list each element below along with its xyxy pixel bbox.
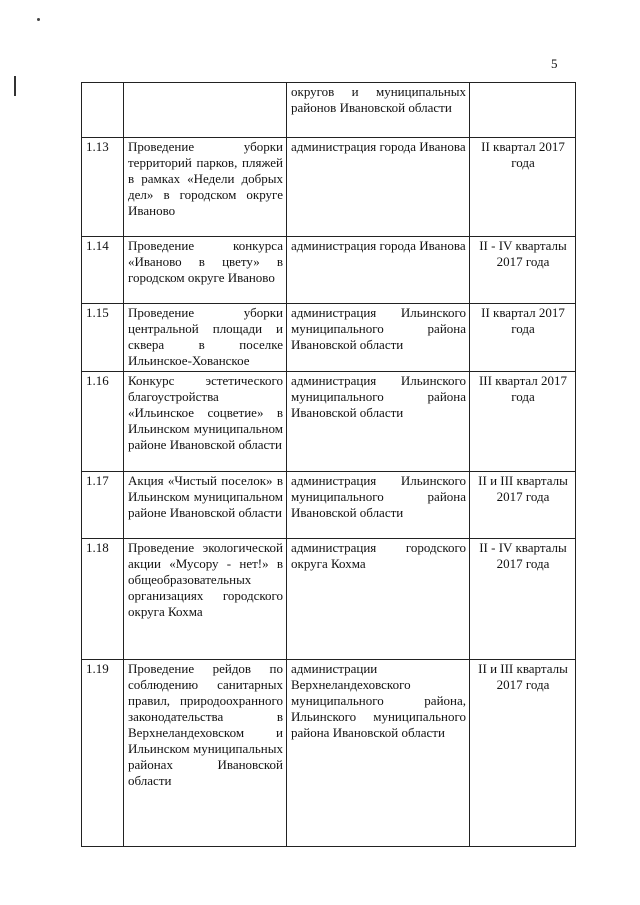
- term-cell: [470, 83, 576, 138]
- responsible-cell: администрация Ильинского муниципального района Ивановской области: [287, 372, 470, 472]
- event-cell: [124, 83, 287, 138]
- page-number: 5: [551, 56, 558, 71]
- event-cell: Проведение экологической акции «Мусору - нет!» в общеобразовательных организациях городского округа Кохма: [124, 539, 287, 660]
- responsible-cell: администрация Ильинского муниципального района Ивановской области: [287, 304, 470, 372]
- table-row: [82, 83, 576, 138]
- table-row: [82, 304, 576, 372]
- event-cell: Проведение конкурса «Иваново в цвету» в городском округе Иваново: [124, 237, 287, 304]
- row-number: [82, 83, 124, 138]
- table-row: [82, 138, 576, 237]
- row-number: 1.15: [82, 304, 124, 372]
- events-table: [81, 82, 576, 847]
- row-number: 1.18: [82, 539, 124, 660]
- term-cell: II квартал 2017 года: [470, 304, 576, 372]
- responsible-cell: администрация Ильинского муниципального района Ивановской области: [287, 472, 470, 539]
- term-cell: II квартал 2017 года: [470, 138, 576, 237]
- responsible-cell: администрация города Иванова: [287, 237, 470, 304]
- term-cell: II и III кварталы 2017 года: [470, 660, 576, 847]
- table-row: [82, 472, 576, 539]
- term-cell: II - IV кварталы 2017 года: [470, 237, 576, 304]
- row-number: 1.13: [82, 138, 124, 237]
- table-row: [82, 539, 576, 660]
- row-number: 1.19: [82, 660, 124, 847]
- event-cell: Проведение рейдов по соблюдению санитарных правил, природоохранного законодательства в Верхнеландеховском и Ильинском муниципальных районах Ивановской области: [124, 660, 287, 847]
- responsible-cell: администрация города Иванова: [287, 138, 470, 237]
- margin-mark: [14, 76, 16, 96]
- event-cell: Проведение уборки территорий парков, пляжей в рамках «Недели добрых дел» в городском округе Иваново: [124, 138, 287, 237]
- responsible-cell: администрация городского округа Кохма: [287, 539, 470, 660]
- responsible-cell: администрации Верхнеландеховского муниципального района, Ильинского муниципального района Ивановской области: [287, 660, 470, 847]
- term-cell: II - IV кварталы 2017 года: [470, 539, 576, 660]
- responsible-cell: округов и муниципальных районов Ивановской области: [287, 83, 470, 138]
- term-cell: II и III кварталы 2017 года: [470, 472, 576, 539]
- event-cell: Конкурс эстетического благоустройства «Ильинское соцветие» в Ильинском муниципальном районе Ивановской области: [124, 372, 287, 472]
- table-row: [82, 372, 576, 472]
- term-cell: III квартал 2017 года: [470, 372, 576, 472]
- scan-dot: [37, 18, 40, 21]
- table-row: [82, 237, 576, 304]
- table-row: [82, 660, 576, 847]
- row-number: 1.14: [82, 237, 124, 304]
- event-cell: Проведение уборки центральной площади и сквера в поселке Ильинское-Хованское: [124, 304, 287, 372]
- row-number: 1.16: [82, 372, 124, 472]
- row-number: 1.17: [82, 472, 124, 539]
- event-cell: Акция «Чистый поселок» в Ильинском муниципальном районе Ивановской области: [124, 472, 287, 539]
